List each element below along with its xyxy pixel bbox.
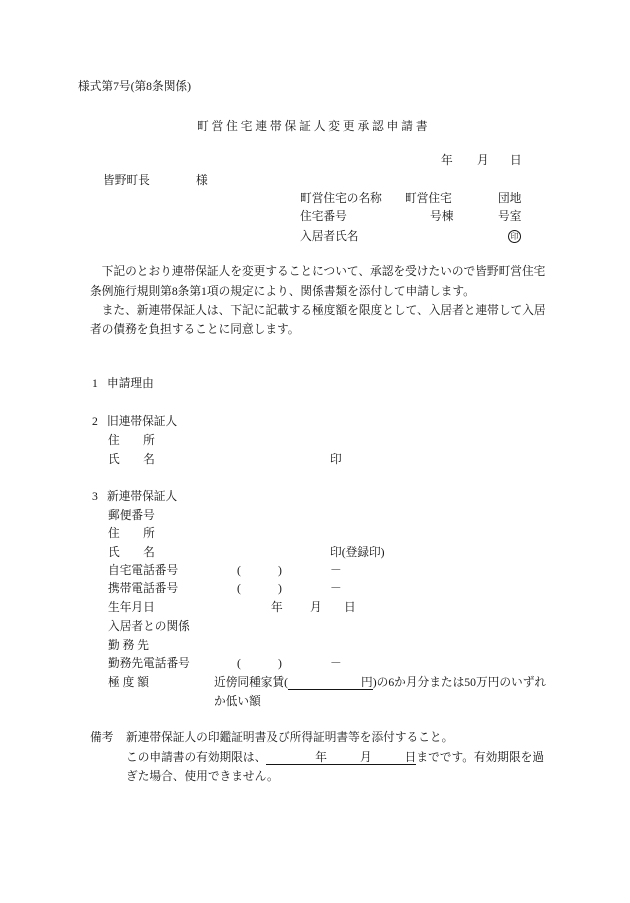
section-2-label: 旧連帯保証人 [107,415,178,428]
housing-name-label: 町営住宅の名称 [300,192,382,205]
validity-prefix: この申請書の有効期限は、 [126,751,267,764]
limit-amount-suffix: )の6か月分または50万円のいずれ [372,676,547,689]
validity-year-label: 年 [315,751,327,764]
remarks-label: 備考 [90,731,114,744]
addressee-honorific: 様 [196,174,208,187]
form-number: 様式第7号(第8条関係) [78,80,191,93]
date-month-label: 月 [477,154,489,167]
section-3-label: 新連帯保証人 [107,490,178,503]
building-number-suffix: 号棟 [430,210,454,223]
birth-year-label: 年 [271,601,283,614]
statement-line: また、新連帯保証人は、下記に記載する極度額を限度として、入居者と連帯して入居 [101,304,546,317]
new-guarantor-postal-label: 郵便番号 [108,509,155,522]
validity-date-blank [266,751,416,765]
validity-day-label: 日 [404,751,417,764]
relation-label: 入居者との関係 [108,620,190,633]
addressee-name: 皆野町長 [103,174,150,187]
limit-amount-blank [288,676,373,690]
work-phone-label: 勤務先電話番号 [108,657,190,670]
housing-name-prefix: 町営住宅 [405,192,452,205]
home-phone-close-paren: ) [278,564,282,577]
old-guarantor-address-label: 住 所 [108,434,155,447]
home-phone-dash: － [330,564,342,577]
birth-day-label: 日 [344,601,356,614]
mobile-phone-close-paren: ) [278,582,282,595]
home-phone-label: 自宅電話番号 [108,564,179,577]
mobile-phone-dash: － [330,582,342,595]
statement-line: 下記のとおり連帯保証人を変更することについて、承認を受けたいので皆野町営住宅 [101,265,546,278]
resident-name-label: 入居者氏名 [300,230,359,243]
birth-date-label: 生年月日 [108,601,155,614]
work-phone-dash: － [330,657,342,670]
housing-name-suffix: 団地 [498,192,522,205]
limit-amount-unit: 円 [361,676,373,689]
date-day-label: 日 [510,154,522,167]
birth-month-label: 月 [310,601,322,614]
mobile-phone-open-paren: ( [237,582,241,595]
resident-seal-mark: 印 [508,230,521,243]
section-1-number: 1 [92,377,98,390]
section-1-label: 申請理由 [107,377,154,390]
limit-amount-label: 極 度 額 [108,676,149,689]
work-phone-open-paren: ( [237,657,241,670]
new-guarantor-name-label: 氏 名 [108,546,155,559]
limit-amount-continuation: か低い額 [214,695,261,708]
new-guarantor-address-label: 住 所 [108,527,155,540]
housing-number-label: 住宅番号 [300,210,347,223]
section-3-number: 3 [92,490,98,503]
validity-month-label: 月 [359,751,372,764]
room-number-suffix: 号室 [498,210,522,223]
new-guarantor-seal-mark: 印(登録印) [330,546,385,559]
validity-line [126,751,544,765]
limit-amount-prefix: 近傍同種家賃( [214,676,289,689]
validity-suffix: までです。有効期限を過 [416,751,545,764]
limit-amount-line [214,676,546,690]
form-title: 町営住宅連帯保証人変更承認申請書 [197,120,431,133]
remarks-line-1: 新連帯保証人の印鑑証明書及び所得証明書等を添付すること。 [126,731,454,744]
statement-line: 条例施行規則第8条第1項の規定により、関係書類を添付して申請します。 [90,285,475,298]
statement-line: 者の債務を負担することに同意します。 [90,323,300,336]
section-2-number: 2 [92,415,98,428]
old-guarantor-name-label: 氏 名 [108,453,155,466]
workplace-label: 勤 務 先 [108,639,149,652]
validity-continuation: ぎた場合、使用できません。 [126,770,279,783]
home-phone-open-paren: ( [237,564,241,577]
old-guarantor-seal-mark: 印 [330,453,342,466]
date-year-label: 年 [441,154,453,167]
mobile-phone-label: 携帯電話番号 [108,582,179,595]
work-phone-close-paren: ) [278,657,282,670]
